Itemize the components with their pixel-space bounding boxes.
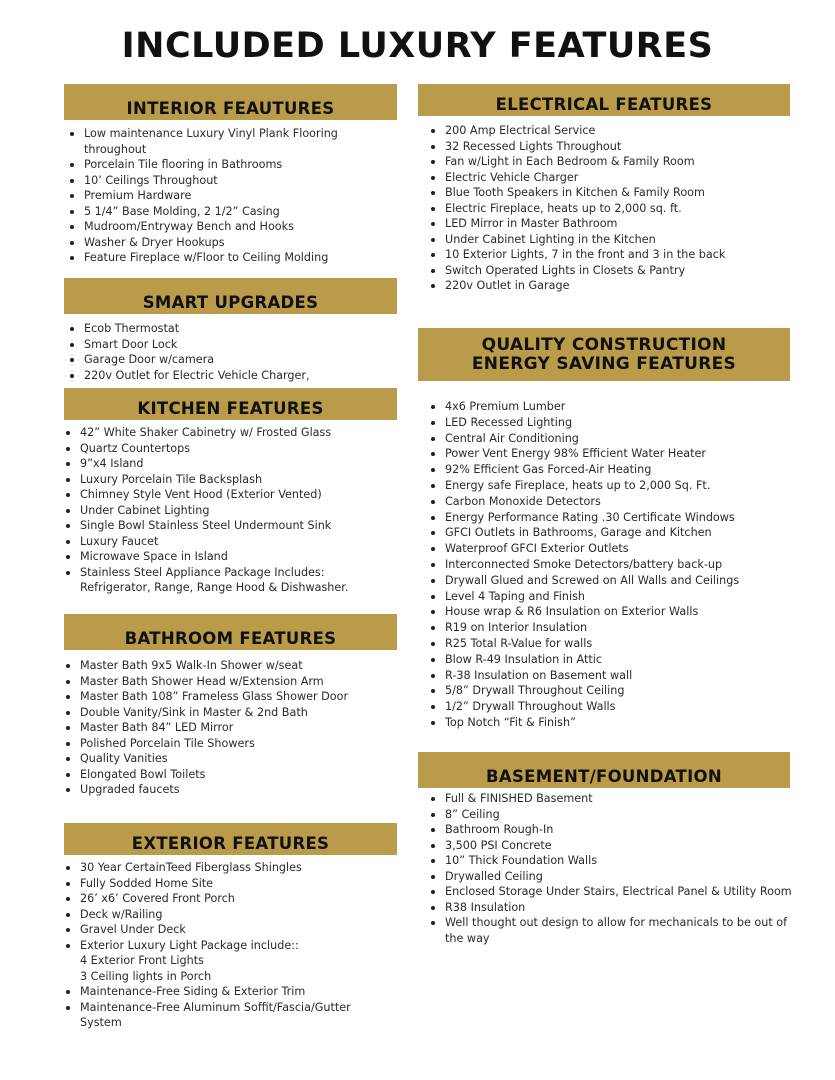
quality-construction-list	[427, 399, 739, 731]
list-item-text: Luxury Porcelain Tile Backsplash	[80, 472, 263, 486]
list-item-text: Master Bath Shower Head w/Extension Arm	[80, 674, 324, 688]
list-item-text: 220v Outlet in Garage	[445, 279, 570, 292]
bathroom-features-header	[64, 614, 397, 650]
list-item	[62, 782, 348, 798]
list-item	[62, 860, 351, 876]
list-item-text: Well thought out design to allow for mechanicals to be out of	[445, 916, 788, 929]
list-item	[62, 503, 348, 519]
list-item-text: Single Bowl Stainless Steel Undermount Sink	[80, 519, 332, 532]
list-item	[66, 157, 338, 173]
list-item-text: Electric Vehicle Charger	[445, 170, 579, 184]
list-item	[427, 699, 739, 715]
basement-foundation-header	[418, 752, 790, 788]
list-item	[62, 456, 348, 472]
list-item-text: R19 on Interior Insulation	[445, 621, 588, 635]
list-item-text: 26’ x6’ Covered Front Porch	[80, 892, 235, 905]
list-item-text: Premium Hardware	[84, 189, 192, 202]
smart-upgrades-header	[64, 278, 397, 314]
list-item-text: Low maintenance Luxury Vinyl Plank Flooring	[84, 127, 338, 140]
list-item	[427, 604, 739, 620]
list-item	[427, 154, 725, 170]
list-item	[66, 235, 338, 251]
list-item	[62, 518, 348, 534]
list-item	[66, 188, 338, 204]
exterior-features-heading: EXTERIOR FEATURES	[131, 834, 330, 853]
list-item-text: Gravel Under Deck	[80, 923, 186, 936]
energy-saving-heading: ENERGY SAVING FEATURES	[471, 353, 737, 374]
list-item-text: 3,500 PSI Concrete	[445, 838, 552, 852]
list-item	[427, 170, 725, 186]
list-item-text: Enclosed Storage Under Stairs, Electrical Panel & Utility Room	[445, 885, 792, 898]
list-item-text: Blow R-49 Insulation in Attic	[445, 652, 602, 666]
list-item-text: R25 Total R-Value for walls	[445, 636, 593, 650]
list-item	[62, 720, 348, 736]
list-item	[66, 126, 338, 157]
list-item	[427, 869, 792, 885]
list-item-text: Deck w/Railing	[80, 907, 163, 921]
list-item-text: R-38 Insulation on Basement wall	[445, 668, 633, 682]
list-item	[62, 891, 351, 907]
list-item-text: 9”x4 Island	[80, 457, 144, 470]
list-item	[66, 321, 310, 337]
list-item	[427, 900, 792, 916]
bathroom-features-heading: BATHROOM FEATURES	[124, 629, 337, 648]
electrical-features-header	[418, 84, 790, 116]
list-item-text: Stainless Steel Appliance Package Includes:	[80, 565, 325, 579]
list-item-text: Power Vent Energy 98% Efficient Water Heater	[445, 447, 706, 461]
list-item	[427, 123, 725, 139]
list-item-text: the way	[445, 931, 490, 945]
list-item	[427, 216, 725, 232]
list-item-text: House wrap & R6 Insulation on Exterior Walls	[445, 605, 699, 619]
list-item-text: 42” White Shaker Cabinetry w/ Frosted Glass	[80, 426, 332, 439]
list-item	[427, 139, 725, 155]
page-title: INCLUDED LUXURY FEATURES	[121, 26, 714, 66]
list-item	[66, 219, 338, 235]
list-item	[427, 683, 739, 699]
list-item-text: Master Bath 108” Frameless Glass Shower Door	[80, 690, 349, 703]
list-item-text: Exterior Luxury Light Package include::	[80, 938, 299, 952]
list-item	[66, 368, 310, 384]
list-item-text: Polished Porcelain Tile Showers	[80, 736, 255, 750]
list-item	[427, 853, 792, 869]
list-item	[62, 674, 348, 690]
list-item	[427, 715, 739, 731]
list-item	[427, 822, 792, 838]
list-item-text: LED Recessed Lighting	[445, 415, 573, 429]
list-item	[427, 791, 792, 807]
list-item	[427, 415, 739, 431]
list-item	[427, 263, 725, 279]
list-item-text: Maintenance-Free Siding & Exterior Trim	[80, 985, 306, 998]
list-item	[66, 352, 310, 368]
list-item	[62, 705, 348, 721]
list-item	[62, 534, 348, 550]
interior-features-heading: INTERIOR FEAUTURES	[126, 99, 335, 118]
list-item	[427, 278, 725, 294]
list-item-text: Energy Performance Rating .30 Certificate Windows	[445, 510, 735, 524]
list-item-text: Fully Sodded Home Site	[80, 876, 214, 890]
list-item-text: throughout	[84, 142, 147, 156]
list-item	[66, 250, 338, 266]
list-item-text: 32 Recessed Lights Throughout	[445, 139, 622, 153]
list-item	[427, 557, 739, 573]
list-item-text: 1/2” Drywall Throughout Walls	[445, 700, 616, 714]
kitchen-features-list	[62, 425, 348, 596]
list-item-text: Chimney Style Vent Hood (Exterior Vented)	[80, 488, 322, 501]
list-item-text: Switch Operated Lights in Closets & Pantry	[445, 263, 686, 277]
list-item-text: Master Bath 84” LED Mirror	[80, 721, 234, 734]
list-item	[62, 487, 348, 503]
list-item-text: 200 Amp Electrical Service	[445, 124, 596, 137]
list-item-text: Mudroom/Entryway Bench and Hooks	[84, 220, 294, 233]
electrical-features-heading: ELECTRICAL FEATURES	[495, 95, 713, 114]
list-item-text: Quartz Countertops	[80, 441, 191, 455]
list-item-text: 4 Exterior Front Lights	[80, 954, 204, 967]
list-item	[427, 462, 739, 478]
list-item-text: Blue Tooth Speakers in Kitchen & Family Room	[445, 186, 705, 199]
list-item-text: Under Cabinet Lighting	[80, 503, 210, 517]
list-item	[427, 232, 725, 248]
list-item	[427, 884, 792, 900]
list-item-text: Drywall Glued and Screwed on All Walls and Ceilings	[445, 573, 740, 587]
list-item-text: Upgraded faucets	[80, 783, 180, 796]
list-item-text: Drywalled Ceiling	[445, 869, 543, 883]
list-item-text: Ecob Thermostat	[84, 322, 180, 335]
list-item	[62, 751, 348, 767]
bathroom-features-list	[62, 658, 348, 798]
list-item-text: Fan w/Light in Each Bedroom & Family Room	[445, 155, 695, 168]
list-item-text: R38 Insulation	[445, 900, 526, 914]
list-item	[427, 446, 739, 462]
list-item	[427, 201, 725, 217]
list-item-text: Waterproof GFCI Exterior Outlets	[445, 542, 629, 556]
list-item-text: 3 Ceiling lights in Porch	[80, 969, 212, 983]
list-item	[427, 525, 739, 541]
electrical-features-list	[427, 123, 725, 294]
list-item-text: 10” Thick Foundation Walls	[445, 854, 598, 867]
list-item-text: 92% Efficient Gas Forced-Air Heating	[445, 463, 652, 477]
list-item	[62, 984, 351, 1000]
list-item-text: Double Vanity/Sink in Master & 2nd Bath	[80, 705, 308, 719]
list-item-text: Washer & Dryer Hookups	[84, 235, 225, 249]
list-item-text: System	[80, 1016, 122, 1029]
list-item	[66, 337, 310, 353]
list-item-text: Level 4 Taping and Finish	[445, 589, 586, 603]
list-item-text: 4x6 Premium Lumber	[445, 400, 566, 413]
interior-features-list	[66, 126, 338, 266]
list-item	[427, 636, 739, 652]
list-item-text: Quality Vanities	[80, 752, 168, 765]
list-item	[427, 915, 792, 946]
list-item-text: Garage Door w/camera	[84, 353, 215, 366]
list-item	[62, 1000, 351, 1031]
list-item	[62, 736, 348, 752]
list-item-text: Porcelain Tile flooring in Bathrooms	[84, 158, 283, 171]
list-item	[62, 549, 348, 565]
list-item	[62, 922, 351, 938]
interior-features-header	[64, 84, 397, 120]
list-item-text: Smart Door Lock	[84, 337, 178, 351]
list-item	[427, 247, 725, 263]
list-item-text: GFCI Outlets in Bathrooms, Garage and Kitchen	[445, 526, 712, 540]
list-item-text: 5 1/4” Base Molding, 2 1/2” Casing	[84, 204, 280, 218]
list-item-text: Interconnected Smoke Detectors/battery back-up	[445, 557, 723, 571]
list-item-text: 10’ Ceilings Throughout	[84, 173, 218, 187]
list-item	[427, 652, 739, 668]
list-item-text: 220v Outlet for Electric Vehicle Charger,	[84, 368, 310, 382]
list-item-text: Top Notch “Fit & Finish”	[445, 715, 576, 729]
list-item-text: 5/8” Drywall Throughout Ceiling	[445, 684, 625, 698]
list-item	[427, 589, 739, 605]
list-item	[427, 431, 739, 447]
list-item	[66, 173, 338, 189]
list-item	[62, 907, 351, 923]
list-item-text: Luxury Faucet	[80, 534, 159, 548]
kitchen-features-heading: KITCHEN FEATURES	[137, 399, 324, 418]
list-item-text: Energy safe Fireplace, heats up to 2,000 Sq. Ft.	[445, 478, 711, 492]
list-item-text: Refrigerator, Range, Range Hood & Dishwasher.	[80, 581, 349, 594]
list-item	[427, 510, 739, 526]
basement-foundation-heading: BASEMENT/FOUNDATION	[486, 767, 722, 786]
list-item-text: LED Mirror in Master Bathroom	[445, 217, 618, 230]
list-item	[62, 876, 351, 892]
list-item-text: Elongated Bowl Toilets	[80, 767, 206, 781]
list-item-text: Microwave Space in Island	[80, 550, 228, 563]
list-item-text: 30 Year CertainTeed Fiberglass Shingles	[80, 861, 302, 874]
quality-construction-heading: QUALITY CONSTRUCTION	[481, 334, 727, 355]
list-item	[427, 807, 792, 823]
list-item	[427, 541, 739, 557]
list-item	[427, 494, 739, 510]
list-item	[427, 399, 739, 415]
list-item	[427, 573, 739, 589]
kitchen-features-header	[64, 388, 397, 420]
list-item	[427, 838, 792, 854]
list-item-text: 10 Exterior Lights, 7 in the front and 3 in the back	[445, 248, 726, 261]
list-item	[62, 658, 348, 674]
list-item	[62, 441, 348, 457]
smart-upgrades-list	[66, 321, 310, 383]
list-item-text: Full & FINISHED Basement	[445, 792, 593, 805]
list-item	[66, 204, 338, 220]
list-item	[427, 478, 739, 494]
exterior-features-list	[62, 860, 351, 1031]
list-item-text: Carbon Monoxide Detectors	[445, 494, 601, 508]
list-item-text: Master Bath 9x5 Walk-In Shower w/seat	[80, 659, 303, 672]
list-item	[62, 565, 348, 596]
list-item	[427, 185, 725, 201]
list-item-text: Under Cabinet Lighting in the Kitchen	[445, 232, 656, 246]
list-item	[62, 767, 348, 783]
list-item	[62, 938, 351, 985]
list-item	[427, 620, 739, 636]
smart-upgrades-heading: SMART UPGRADES	[142, 293, 319, 312]
list-item	[62, 689, 348, 705]
list-item	[427, 668, 739, 684]
list-item-text: Bathroom Rough-In	[445, 823, 554, 836]
basement-foundation-list	[427, 791, 792, 946]
list-item-text: Electric Fireplace, heats up to 2,000 sq. ft.	[445, 201, 682, 215]
quality-construction-header	[418, 328, 790, 381]
list-item	[62, 425, 348, 441]
list-item-text: Central Air Conditioning	[445, 431, 579, 445]
list-item	[62, 472, 348, 488]
list-item-text: 8” Ceiling	[445, 807, 500, 821]
list-item-text: Maintenance-Free Aluminum Soffit/Fascia/Gutter	[80, 1000, 351, 1014]
exterior-features-header	[64, 823, 397, 855]
list-item-text: Feature Fireplace w/Floor to Ceiling Molding	[84, 251, 329, 264]
